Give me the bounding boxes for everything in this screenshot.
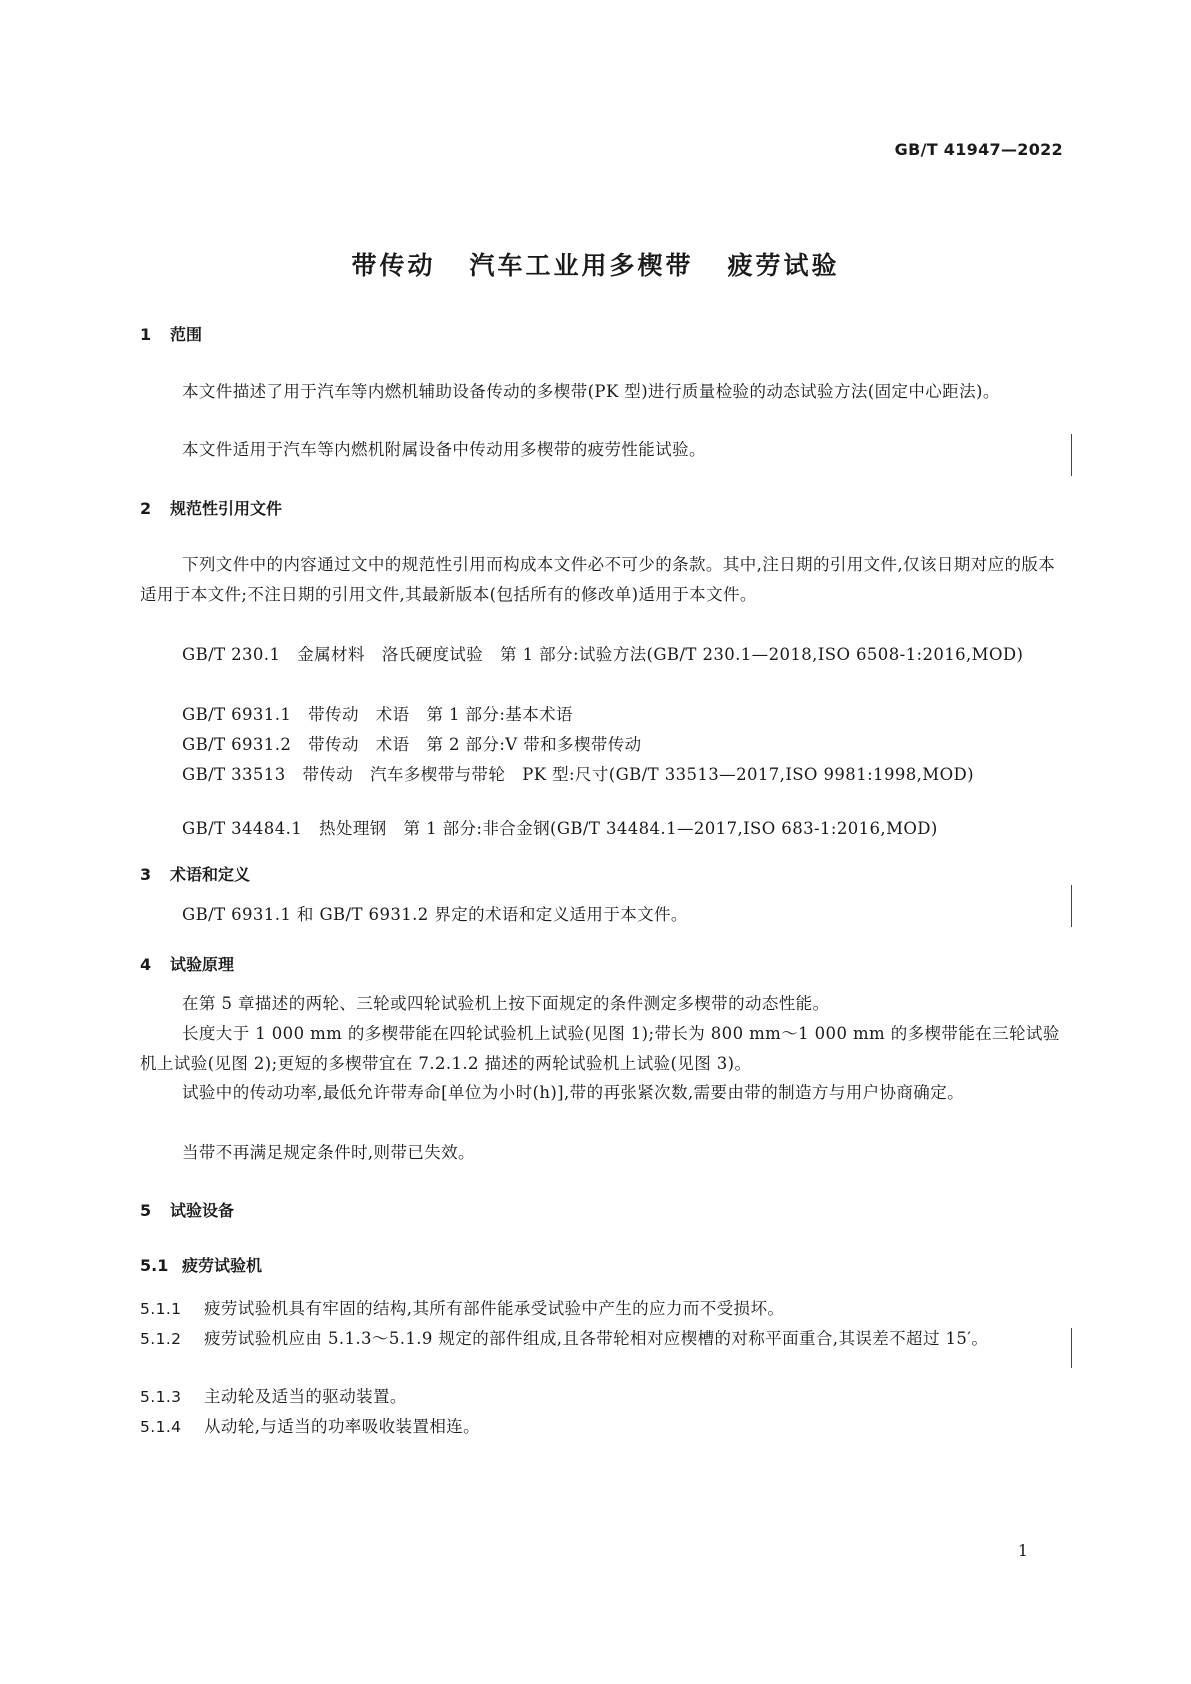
subsection-title: 疲劳试验机 bbox=[182, 1256, 263, 1275]
reference-item: GB/T 6931.2 带传动 术语 第 2 部分:V 带和多楔带传动 bbox=[182, 735, 642, 754]
section-title: 试验原理 bbox=[170, 955, 235, 974]
section-4-heading bbox=[140, 952, 234, 975]
section-2-heading bbox=[140, 496, 282, 519]
reference-item: GB/T 230.1 金属材料 洛氏硬度试验 第 1 部分:试验方法(GB/T 230.1—2018,ISO 6508-1:2016,MOD) bbox=[182, 645, 1024, 664]
title-part-3: 疲劳试验 bbox=[727, 251, 840, 280]
section-3-heading bbox=[140, 862, 250, 885]
change-bar bbox=[1071, 434, 1072, 476]
scope-paragraph-2: 本文件适用于汽车等内燃机附属设备中传动用多楔带的疲劳性能试验。 bbox=[182, 440, 706, 459]
document-title bbox=[0, 246, 1191, 282]
page-number: 1 bbox=[1017, 1541, 1028, 1560]
terms-paragraph: GB/T 6931.1 和 GB/T 6931.2 界定的术语和定义适用于本文件。 bbox=[182, 905, 688, 924]
section-5-heading bbox=[140, 1198, 234, 1221]
clause-number: 5.1.4 bbox=[140, 1418, 182, 1436]
clause-5-1-4 bbox=[140, 1412, 1060, 1442]
change-bar bbox=[1071, 1328, 1072, 1368]
change-bar bbox=[1071, 885, 1072, 927]
clause-number: 5.1.3 bbox=[140, 1388, 182, 1406]
title-part-2: 汽车工业用多楔带 bbox=[469, 251, 694, 280]
reference-item: GB/T 33513 带传动 汽车多楔带与带轮 PK 型:尺寸(GB/T 33513—2017,ISO 9981:1998,MOD) bbox=[182, 765, 974, 784]
section-number: 5 bbox=[140, 1201, 152, 1220]
section-title: 范围 bbox=[170, 325, 203, 344]
principle-paragraph-2: 长度大于 1 000 mm 的多楔带能在四轮试验机上试验(见图 1);带长为 800 mm～1 000 mm 的多楔带能在三轮试验机上试验(见图 2);更短的多楔带宜在 7.2.1.2 描述的两轮试验机上试验(见图 3)。 bbox=[140, 1024, 1060, 1073]
section-number: 1 bbox=[140, 325, 152, 344]
reference-item: GB/T 6931.1 带传动 术语 第 1 部分:基本术语 bbox=[182, 705, 573, 724]
clause-5-1-3 bbox=[140, 1382, 1060, 1412]
standard-code: GB/T 41947—2022 bbox=[894, 140, 1063, 159]
clause-text: 疲劳试验机应由 5.1.3～5.1.9 规定的部件组成,且各带轮相对应楔槽的对称平面重合,其误差不超过 15′。 bbox=[204, 1329, 989, 1348]
clause-5-1-1 bbox=[140, 1294, 1060, 1324]
subsection-number: 5.1 bbox=[140, 1256, 169, 1275]
principle-paragraph-4: 当带不再满足规定条件时,则带已失效。 bbox=[182, 1143, 475, 1162]
principle-paragraph-1: 在第 5 章描述的两轮、三轮或四轮试验机上按下面规定的条件测定多楔带的动态性能。 bbox=[182, 994, 830, 1013]
section-1-heading bbox=[140, 322, 202, 345]
title-part-1: 带传动 bbox=[351, 251, 436, 280]
section-title: 术语和定义 bbox=[170, 865, 251, 884]
section-title: 试验设备 bbox=[170, 1201, 235, 1220]
section-number: 4 bbox=[140, 955, 152, 974]
section-number: 2 bbox=[140, 499, 152, 518]
reference-item: GB/T 34484.1 热处理钢 第 1 部分:非合金钢(GB/T 34484.1—2017,ISO 683-1:2016,MOD) bbox=[182, 819, 938, 838]
scope-paragraph-1: 本文件描述了用于汽车等内燃机辅助设备传动的多楔带(PK 型)进行质量检验的动态试验方法(固定中心距法)。 bbox=[182, 382, 1000, 401]
clause-text: 从动轮,与适当的功率吸收装置相连。 bbox=[204, 1417, 481, 1436]
clause-text: 疲劳试验机具有牢固的结构,其所有部件能承受试验中产生的应力而不受损坏。 bbox=[204, 1299, 785, 1318]
subsection-5-1-heading bbox=[140, 1253, 262, 1276]
section-number: 3 bbox=[140, 865, 152, 884]
clause-5-1-2 bbox=[140, 1324, 1060, 1354]
clause-number: 5.1.2 bbox=[140, 1330, 182, 1348]
principle-paragraph-3: 试验中的传动功率,最低允许带寿命[单位为小时(h)],带的再张紧次数,需要由带的制造方与用户协商确定。 bbox=[182, 1083, 965, 1102]
section-title: 规范性引用文件 bbox=[170, 499, 283, 518]
clause-text: 主动轮及适当的驱动装置。 bbox=[204, 1387, 407, 1406]
normative-refs-intro: 下列文件中的内容通过文中的规范性引用而构成本文件必不可少的条款。其中,注日期的引用文件,仅该日期对应的版本适用于本文件;不注日期的引用文件,其最新版本(包括所有的修改单)适用于本文件。 bbox=[140, 555, 1056, 604]
clause-number: 5.1.1 bbox=[140, 1300, 182, 1318]
